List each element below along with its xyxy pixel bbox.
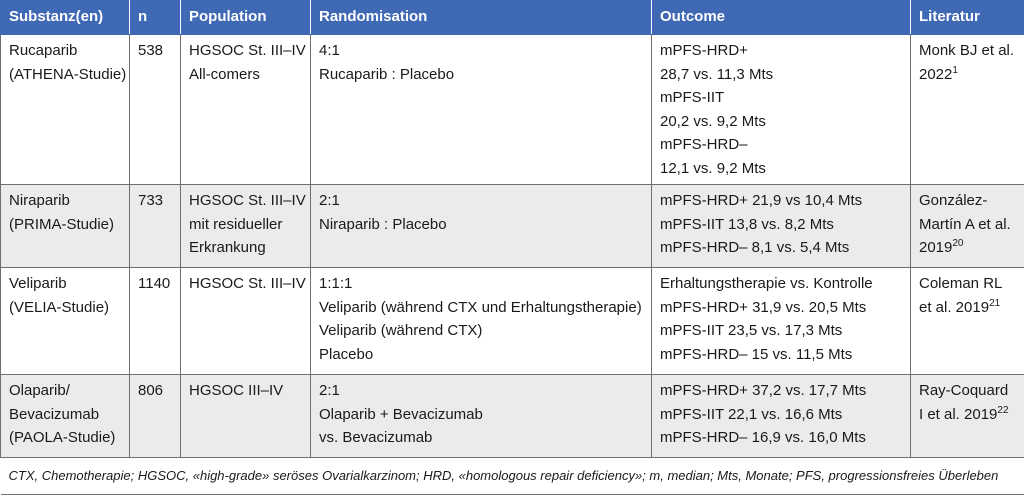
- n-cell: 733: [130, 185, 181, 268]
- reference-number: 1: [952, 64, 958, 76]
- cell-line: mPFS-IIT 13,8 vs. 8,2 Mts: [660, 215, 834, 233]
- header-substance: Substanz(en): [1, 1, 130, 35]
- cell-line: Ray-Coquard: [919, 382, 1009, 399]
- population-cell: [181, 35, 311, 185]
- cell-line: HGSOC III–IV: [189, 382, 284, 399]
- cell-line: HGSOC St. III–IV: [189, 42, 306, 59]
- population-cell: [181, 268, 311, 375]
- header-row: [1, 1, 1024, 35]
- cell-line: [919, 236, 1016, 260]
- cell-line: mPFS-HRD– 8,1 vs. 5,4 Mts: [660, 239, 850, 256]
- cell-line: mPFS-HRD– 15 vs. 11,5 Mts: [660, 345, 853, 363]
- cell-line: (VELIA-Studie): [9, 298, 110, 316]
- outcome-cell: [652, 375, 911, 458]
- reference-number: 22: [997, 404, 1009, 416]
- cell-line: mPFS-HRD– 16,9 vs. 16,0 Mts: [660, 429, 866, 446]
- cell-line: mPFS-HRD+ 31,9 vs. 20,5 Mts: [660, 298, 867, 316]
- outcome-cell: [652, 35, 911, 185]
- cell-line: mit residueller: [189, 215, 283, 233]
- header-outcome: Outcome: [652, 1, 911, 35]
- cell-line: mPFS-IIT 22,1 vs. 16,6 Mts: [660, 405, 843, 423]
- substance-cell: [1, 375, 130, 458]
- cell-line: HGSOC St. III–IV: [189, 192, 306, 209]
- outcome-cell: [652, 185, 911, 268]
- header-n: n: [130, 1, 181, 35]
- cell-line: Niraparib : Placebo: [319, 215, 447, 233]
- cell-line: 1:1:1: [319, 275, 353, 292]
- substance-cell: [1, 185, 130, 268]
- cell-line: Veliparib (während CTX und Erhaltungstherapie): [319, 298, 642, 316]
- cell-line: 12,1 vs. 9,2 Mts: [660, 159, 766, 177]
- n-cell: 806: [130, 375, 181, 458]
- cell-line: [919, 403, 1016, 427]
- n-cell: 1140: [130, 268, 181, 375]
- cell-line: [919, 63, 1016, 87]
- cell-line: All-comers: [189, 65, 260, 83]
- cell-line: Rucaparib: [9, 42, 78, 59]
- table-row: [1, 185, 1024, 268]
- cell-line: [919, 296, 1016, 320]
- cell-line: Rucaparib : Placebo: [319, 65, 455, 83]
- cell-line: Niraparib: [9, 192, 70, 209]
- cell-line: 20,2 vs. 9,2 Mts: [660, 112, 766, 130]
- cell-line: mPFS-HRD+ 21,9 vs 10,4 Mts: [660, 192, 863, 209]
- cell-line: Martín A et al.: [919, 215, 1011, 233]
- cell-line: mPFS-IIT: [660, 89, 725, 106]
- literature-cell: [911, 268, 1024, 375]
- randomisation-cell: [311, 375, 652, 458]
- cell-line: (ATHENA-Studie): [9, 65, 127, 83]
- n-cell: 538: [130, 35, 181, 185]
- population-cell: [181, 375, 311, 458]
- footnote-row: [1, 458, 1024, 495]
- cell-line: 2:1: [319, 382, 340, 399]
- randomisation-cell: [311, 268, 652, 375]
- citation-text: et al. 2019: [919, 298, 990, 316]
- header-literature: Literatur: [911, 1, 1024, 35]
- substance-cell: [1, 268, 130, 375]
- cell-line: 28,7 vs. 11,3 Mts: [660, 65, 774, 83]
- cell-line: 2:1: [319, 192, 340, 209]
- table-footnote: CTX, Chemotherapie; HGSOC, «high-grade» seröses Ovarialkarzinom; HRD, «homologous repair deficiency»; m, median; Mts, Monate; PFS, progressionsfreies Überleben: [1, 458, 1024, 495]
- cell-line: HGSOC St. III–IV: [189, 275, 306, 292]
- cell-line: 4:1: [319, 42, 340, 59]
- substance-cell: [1, 35, 130, 185]
- cell-line: Erhaltungstherapie vs. Kontrolle: [660, 275, 873, 292]
- population-cell: [181, 185, 311, 268]
- cell-line: Monk BJ et al.: [919, 42, 1015, 59]
- cell-line: González-: [919, 192, 988, 209]
- citation-text: 2022: [919, 65, 953, 83]
- cell-line: Erkrankung: [189, 239, 266, 256]
- table-row: [1, 35, 1024, 185]
- citation-text: 2019: [919, 239, 953, 256]
- cell-line: mPFS-IIT 23,5 vs. 17,3 Mts: [660, 322, 843, 339]
- reference-number: 21: [989, 297, 1001, 309]
- reference-number: 20: [952, 238, 964, 249]
- cell-line: Veliparib (während CTX): [319, 322, 483, 339]
- table-row: [1, 375, 1024, 458]
- cell-line: Olaparib + Bevacizumab: [319, 405, 483, 423]
- cell-line: mPFS-HRD–: [660, 136, 748, 153]
- cell-line: mPFS-HRD+: [660, 42, 748, 59]
- cell-line: (PAOLA-Studie): [9, 429, 116, 446]
- header-population: Population: [181, 1, 311, 35]
- cell-line: Bevacizumab: [9, 405, 100, 423]
- cell-line: vs. Bevacizumab: [319, 429, 433, 446]
- cell-line: Coleman RL: [919, 275, 1003, 292]
- cell-line: (PRIMA-Studie): [9, 215, 115, 233]
- outcome-cell: [652, 268, 911, 375]
- randomisation-cell: [311, 35, 652, 185]
- cell-line: Placebo: [319, 345, 374, 363]
- literature-cell: [911, 35, 1024, 185]
- literature-cell: [911, 185, 1024, 268]
- randomisation-cell: [311, 185, 652, 268]
- header-randomisation: Randomisation: [311, 1, 652, 35]
- citation-text: I et al. 2019: [919, 405, 998, 423]
- cell-line: Veliparib: [9, 275, 67, 292]
- cell-line: mPFS-HRD+ 37,2 vs. 17,7 Mts: [660, 382, 867, 399]
- literature-cell: [911, 375, 1024, 458]
- table-row: [1, 268, 1024, 375]
- cell-line: Olaparib/: [9, 382, 70, 399]
